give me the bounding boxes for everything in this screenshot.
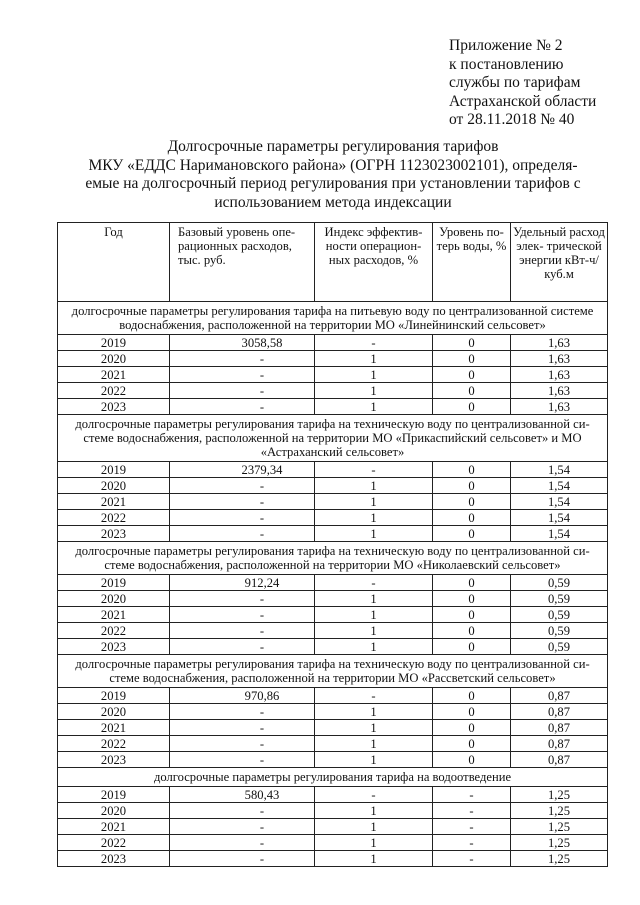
cell-year: 2021	[58, 494, 170, 510]
section-title-row	[58, 415, 608, 462]
cell-year: 2019	[58, 462, 170, 478]
annex-line-3: службы по тарифам	[449, 74, 581, 91]
document-title	[58, 138, 608, 212]
cell-base: -	[170, 494, 315, 510]
cell-index: -	[315, 462, 433, 478]
cell-energy: 0,59	[511, 639, 608, 655]
cell-base: -	[170, 639, 315, 655]
cell-year: 2019	[58, 787, 170, 803]
cell-loss: -	[433, 851, 511, 867]
cell-energy: 0,59	[511, 623, 608, 639]
cell-loss: 0	[433, 591, 511, 607]
cell-year: 2020	[58, 478, 170, 494]
table-row	[58, 335, 608, 351]
title-line-2: МКУ «ЕДДС Наримановского района» (ОГРН 1123023002101), определя-	[88, 156, 578, 174]
cell-index: 1	[315, 591, 433, 607]
table-row	[58, 704, 608, 720]
cell-loss: 0	[433, 335, 511, 351]
table-row	[58, 494, 608, 510]
cell-loss: 0	[433, 510, 511, 526]
cell-index: 1	[315, 720, 433, 736]
table-row	[58, 383, 608, 399]
cell-loss: 0	[433, 383, 511, 399]
cell-base: 580,43	[170, 787, 315, 803]
cell-loss: 0	[433, 720, 511, 736]
title-line-1: Долгосрочные параметры регулирования тарифов	[167, 138, 499, 155]
cell-year: 2021	[58, 819, 170, 835]
annex-line-4: Астраханской области	[449, 92, 597, 110]
annex-line-2: к постановлению	[449, 55, 564, 73]
cell-year: 2021	[58, 720, 170, 736]
cell-index: 1	[315, 351, 433, 367]
cell-index: 1	[315, 367, 433, 383]
cell-base: -	[170, 591, 315, 607]
cell-index: -	[315, 787, 433, 803]
cell-index: 1	[315, 510, 433, 526]
annex-line-5: от 28.11.2018 № 40	[449, 111, 575, 128]
cell-base: 970,86	[170, 688, 315, 704]
cell-index: -	[315, 688, 433, 704]
cell-base: -	[170, 704, 315, 720]
table-row	[58, 575, 608, 591]
section-title: долгосрочные параметры регулирования тарифа на техническую воду по централизованной си- стеме водоснабжения, расположенной на территории МО «Прикаспийский сельсовет» и МО «Астраханский сельсовет»	[58, 415, 608, 462]
cell-index: 1	[315, 752, 433, 768]
header-row	[58, 223, 608, 302]
cell-index: 1	[315, 494, 433, 510]
cell-base: -	[170, 752, 315, 768]
cell-index: -	[315, 575, 433, 591]
cell-base: -	[170, 623, 315, 639]
cell-energy: 1,25	[511, 787, 608, 803]
section-title: долгосрочные параметры регулирования тарифа на техническую воду по централизованной си- стеме водоснабжения, расположенной на территории МО «Рассветский сельсовет»	[58, 655, 608, 688]
table-row	[58, 736, 608, 752]
cell-energy: 1,54	[511, 462, 608, 478]
cell-base: -	[170, 351, 315, 367]
cell-index: 1	[315, 478, 433, 494]
cell-loss: 0	[433, 494, 511, 510]
section-title: долгосрочные параметры регулирования тарифа на техническую воду по централизованной си- стеме водоснабжения, расположенной на территории МО «Николаевский сельсовет»	[58, 542, 608, 575]
table-row	[58, 835, 608, 851]
cell-base: -	[170, 383, 315, 399]
table-row	[58, 526, 608, 542]
cell-base: -	[170, 510, 315, 526]
table-row	[58, 787, 608, 803]
cell-energy: 0,87	[511, 736, 608, 752]
cell-index: 1	[315, 623, 433, 639]
cell-year: 2021	[58, 367, 170, 383]
cell-index: 1	[315, 835, 433, 851]
cell-base: 912,24	[170, 575, 315, 591]
title-line-4: использованием метода индексации	[214, 193, 452, 211]
cell-energy: 0,59	[511, 575, 608, 591]
table-row	[58, 591, 608, 607]
cell-base: -	[170, 835, 315, 851]
table-row	[58, 688, 608, 704]
cell-energy: 1,63	[511, 335, 608, 351]
cell-loss: 0	[433, 478, 511, 494]
cell-energy: 1,25	[511, 819, 608, 835]
cell-year: 2020	[58, 803, 170, 819]
cell-year: 2022	[58, 510, 170, 526]
cell-loss: 0	[433, 462, 511, 478]
cell-year: 2021	[58, 607, 170, 623]
cell-loss: -	[433, 803, 511, 819]
table-row	[58, 367, 608, 383]
cell-index: 1	[315, 526, 433, 542]
cell-energy: 0,87	[511, 704, 608, 720]
section-title: долгосрочные параметры регулирования тарифа на питьевую воду по централизованной системе водоснабжения, расположенной на территории МО «Линейнинский сельсовет»	[58, 302, 608, 335]
cell-base: -	[170, 526, 315, 542]
cell-energy: 1,63	[511, 399, 608, 415]
cell-index: 1	[315, 819, 433, 835]
cell-year: 2023	[58, 399, 170, 415]
cell-year: 2022	[58, 623, 170, 639]
cell-energy: 1,54	[511, 494, 608, 510]
title-line-3: емые на долгосрочный период регулирования при установлении тарифов с	[85, 175, 581, 192]
section-title-row	[58, 655, 608, 688]
cell-energy: 1,25	[511, 835, 608, 851]
cell-loss: 0	[433, 704, 511, 720]
cell-index: 1	[315, 639, 433, 655]
cell-year: 2020	[58, 591, 170, 607]
cell-loss: 0	[433, 752, 511, 768]
table-row	[58, 478, 608, 494]
cell-year: 2022	[58, 835, 170, 851]
table-row	[58, 399, 608, 415]
header-water-loss: Уровень по- терь воды, %	[433, 223, 511, 302]
cell-loss: 0	[433, 639, 511, 655]
cell-energy: 0,87	[511, 720, 608, 736]
cell-base: -	[170, 736, 315, 752]
cell-index: 1	[315, 607, 433, 623]
cell-energy: 1,54	[511, 526, 608, 542]
cell-energy: 0,87	[511, 688, 608, 704]
table-row	[58, 819, 608, 835]
cell-year: 2020	[58, 704, 170, 720]
cell-year: 2022	[58, 736, 170, 752]
table-row	[58, 623, 608, 639]
cell-base: 2379,34	[170, 462, 315, 478]
cell-loss: -	[433, 819, 511, 835]
cell-energy: 1,63	[511, 351, 608, 367]
cell-energy: 0,59	[511, 591, 608, 607]
table-row	[58, 351, 608, 367]
cell-loss: 0	[433, 736, 511, 752]
section-title: долгосрочные параметры регулирования тарифа на водоотведение	[58, 768, 608, 787]
cell-loss: -	[433, 787, 511, 803]
section-title-row	[58, 768, 608, 787]
cell-year: 2023	[58, 752, 170, 768]
cell-index: 1	[315, 383, 433, 399]
cell-energy: 1,25	[511, 851, 608, 867]
cell-energy: 1,54	[511, 478, 608, 494]
cell-base: -	[170, 478, 315, 494]
cell-base: 3058,58	[170, 335, 315, 351]
parameters-table	[57, 222, 608, 867]
table-row	[58, 720, 608, 736]
section-title-row	[58, 302, 608, 335]
table-row	[58, 510, 608, 526]
cell-year: 2023	[58, 851, 170, 867]
cell-index: 1	[315, 803, 433, 819]
cell-loss: 0	[433, 607, 511, 623]
cell-base: -	[170, 803, 315, 819]
cell-index: 1	[315, 399, 433, 415]
cell-energy: 0,59	[511, 607, 608, 623]
cell-loss: -	[433, 835, 511, 851]
cell-year: 2019	[58, 575, 170, 591]
cell-loss: 0	[433, 399, 511, 415]
table-row	[58, 607, 608, 623]
cell-index: 1	[315, 851, 433, 867]
table-row	[58, 462, 608, 478]
table-row	[58, 803, 608, 819]
cell-year: 2020	[58, 351, 170, 367]
cell-energy: 1,25	[511, 803, 608, 819]
table-row	[58, 639, 608, 655]
cell-index: 1	[315, 704, 433, 720]
annex-line-1: Приложение № 2	[449, 37, 563, 54]
cell-loss: 0	[433, 351, 511, 367]
header-energy-consumption: Удельный расход элек- трической энергии кВт-ч/куб.м	[511, 223, 608, 302]
cell-energy: 1,63	[511, 383, 608, 399]
cell-loss: 0	[433, 623, 511, 639]
cell-base: -	[170, 399, 315, 415]
cell-energy: 0,87	[511, 752, 608, 768]
cell-index: 1	[315, 736, 433, 752]
header-efficiency-index: Индекс эффектив- ности операцион- ных расходов, %	[315, 223, 433, 302]
cell-year: 2019	[58, 688, 170, 704]
cell-loss: 0	[433, 526, 511, 542]
cell-energy: 1,54	[511, 510, 608, 526]
cell-loss: 0	[433, 688, 511, 704]
cell-base: -	[170, 367, 315, 383]
cell-index: -	[315, 335, 433, 351]
cell-loss: 0	[433, 367, 511, 383]
cell-energy: 1,63	[511, 367, 608, 383]
cell-year: 2019	[58, 335, 170, 351]
cell-year: 2023	[58, 639, 170, 655]
cell-base: -	[170, 851, 315, 867]
cell-base: -	[170, 720, 315, 736]
cell-year: 2022	[58, 383, 170, 399]
section-title-row	[58, 542, 608, 575]
header-year: Год	[58, 223, 170, 302]
cell-base: -	[170, 607, 315, 623]
table-row	[58, 752, 608, 768]
header-base-opex: Базовый уровень опе- рационных расходов, тыс. руб.	[170, 223, 315, 302]
cell-loss: 0	[433, 575, 511, 591]
cell-base: -	[170, 819, 315, 835]
table-row	[58, 851, 608, 867]
annex-block	[449, 37, 629, 130]
cell-year: 2023	[58, 526, 170, 542]
